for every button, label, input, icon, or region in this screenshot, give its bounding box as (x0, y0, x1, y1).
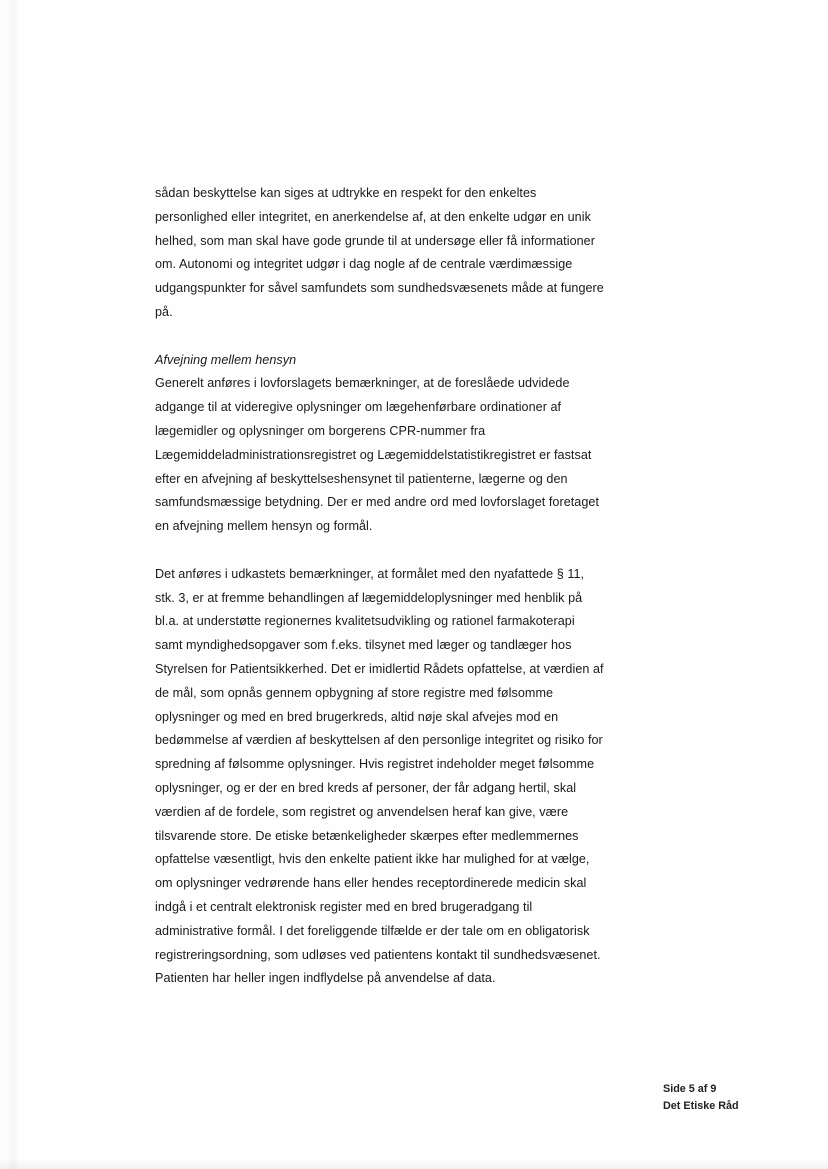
paragraph-line: bl.a. at understøtte regionernes kvalitetsudvikling og rationel farmakoterapi (155, 614, 575, 629)
paragraph-line: de mål, som opnås gennem opbygning af store registre med følsomme (155, 685, 554, 700)
paragraph-line: registreringsordning, som udløses ved patientens kontakt til sundhedsvæsenet. (155, 947, 601, 962)
paragraph-line: indgå i et centralt elektronisk register med en bred brugeradgang til (155, 899, 533, 914)
section-heading: Afvejning mellem hensyn (155, 352, 297, 367)
scan-edge-shadow (6, 0, 20, 1169)
paragraph-line: udgangspunkter for såvel samfundets som sundhedsvæsenets måde at fungere (155, 281, 604, 296)
paragraph-line: oplysninger, og er der en bred kreds af personer, der får adgang hertil, skal (155, 780, 577, 795)
document-body (155, 182, 655, 991)
paragraph-line: om. Autonomi og integritet udgør i dag nogle af de centrale værdimæssige (155, 257, 573, 272)
paragraph-line: spredning af følsomme oplysninger. Hvis registret indeholder meget følsomme (155, 757, 595, 772)
paragraph-spacer (155, 539, 655, 563)
scan-bottom-shadow (0, 1159, 828, 1169)
organization-name: Det Etiske Råd (663, 1100, 739, 1112)
paragraph-line: på. (155, 304, 173, 319)
paragraph-line: stk. 3, er at fremme behandlingen af lægemiddeloplysninger med henblik på (155, 590, 583, 605)
paragraph-line: efter en afvejning af beskyttelseshensynet til patienterne, lægerne og den (155, 471, 568, 486)
paragraph-line: Det anføres i udkastets bemærkninger, at formålet med den nyafattede § 11, (155, 566, 585, 581)
paragraph-line: helhed, som man skal have gode grunde til at undersøge eller få informationer (155, 233, 595, 248)
paragraph-line: administrative formål. I det foreliggende tilfælde er der tale om en obligatorisk (155, 923, 590, 938)
paragraph-line: adgange til at videregive oplysninger om lægehenførbare ordinationer af (155, 400, 562, 415)
paragraph-line: personlighed eller integritet, en anerkendelse af, at den enkelte udgør en unik (155, 209, 591, 224)
paragraph-line: lægemidler og oplysninger om borgerens CPR-nummer fra (155, 423, 486, 438)
paragraph-line: samt myndighedsopgaver som f.eks. tilsynet med læger og tandlæger hos (155, 638, 572, 653)
paragraph-line: Generelt anføres i lovforslagets bemærkninger, at de foreslåede udvidede (155, 376, 570, 391)
paragraph-line: tilsvarende store. De etiske betænkeligheder skærpes efter medlemmernes (155, 828, 579, 843)
paragraph-1 (155, 182, 655, 325)
paragraph-3 (155, 563, 655, 991)
paragraph-2 (155, 372, 655, 539)
paragraph-line: om oplysninger vedrørende hans eller hendes receptordinerede medicin skal (155, 876, 587, 891)
page-number: Side 5 af 9 (663, 1083, 717, 1095)
paragraph-spacer (155, 325, 655, 349)
paragraph-line: Styrelsen for Patientsikkerhed. Det er imidlertid Rådets opfattelse, at værdien af (155, 661, 604, 676)
paragraph-line: bedømmelse af værdien af beskyttelsen af den personlige integritet og risiko for (155, 733, 603, 748)
paragraph-line: oplysninger og med en bred brugerkreds, altid nøje skal afvejes mod en (155, 709, 559, 724)
paragraph-line: værdien af de fordele, som registret og anvendelsen heraf kan give, være (155, 804, 569, 819)
paragraph-line: en afvejning mellem hensyn og formål. (155, 519, 373, 534)
paragraph-line: Lægemiddeladministrationsregistret og Lægemiddelstatistikregistret er fastsat (155, 447, 592, 462)
paragraph-line: Patienten har heller ingen indflydelse på anvendelse af data. (155, 971, 496, 986)
page-footer (663, 1081, 739, 1115)
paragraph-line: opfattelse væsentligt, hvis den enkelte patient ikke har mulighed for at vælge, (155, 852, 590, 867)
paragraph-line: samfundsmæssige betydning. Der er med andre ord med lovforslaget foretaget (155, 495, 600, 510)
paragraph-line: sådan beskyttelse kan siges at udtrykke en respekt for den enkeltes (155, 186, 537, 200)
